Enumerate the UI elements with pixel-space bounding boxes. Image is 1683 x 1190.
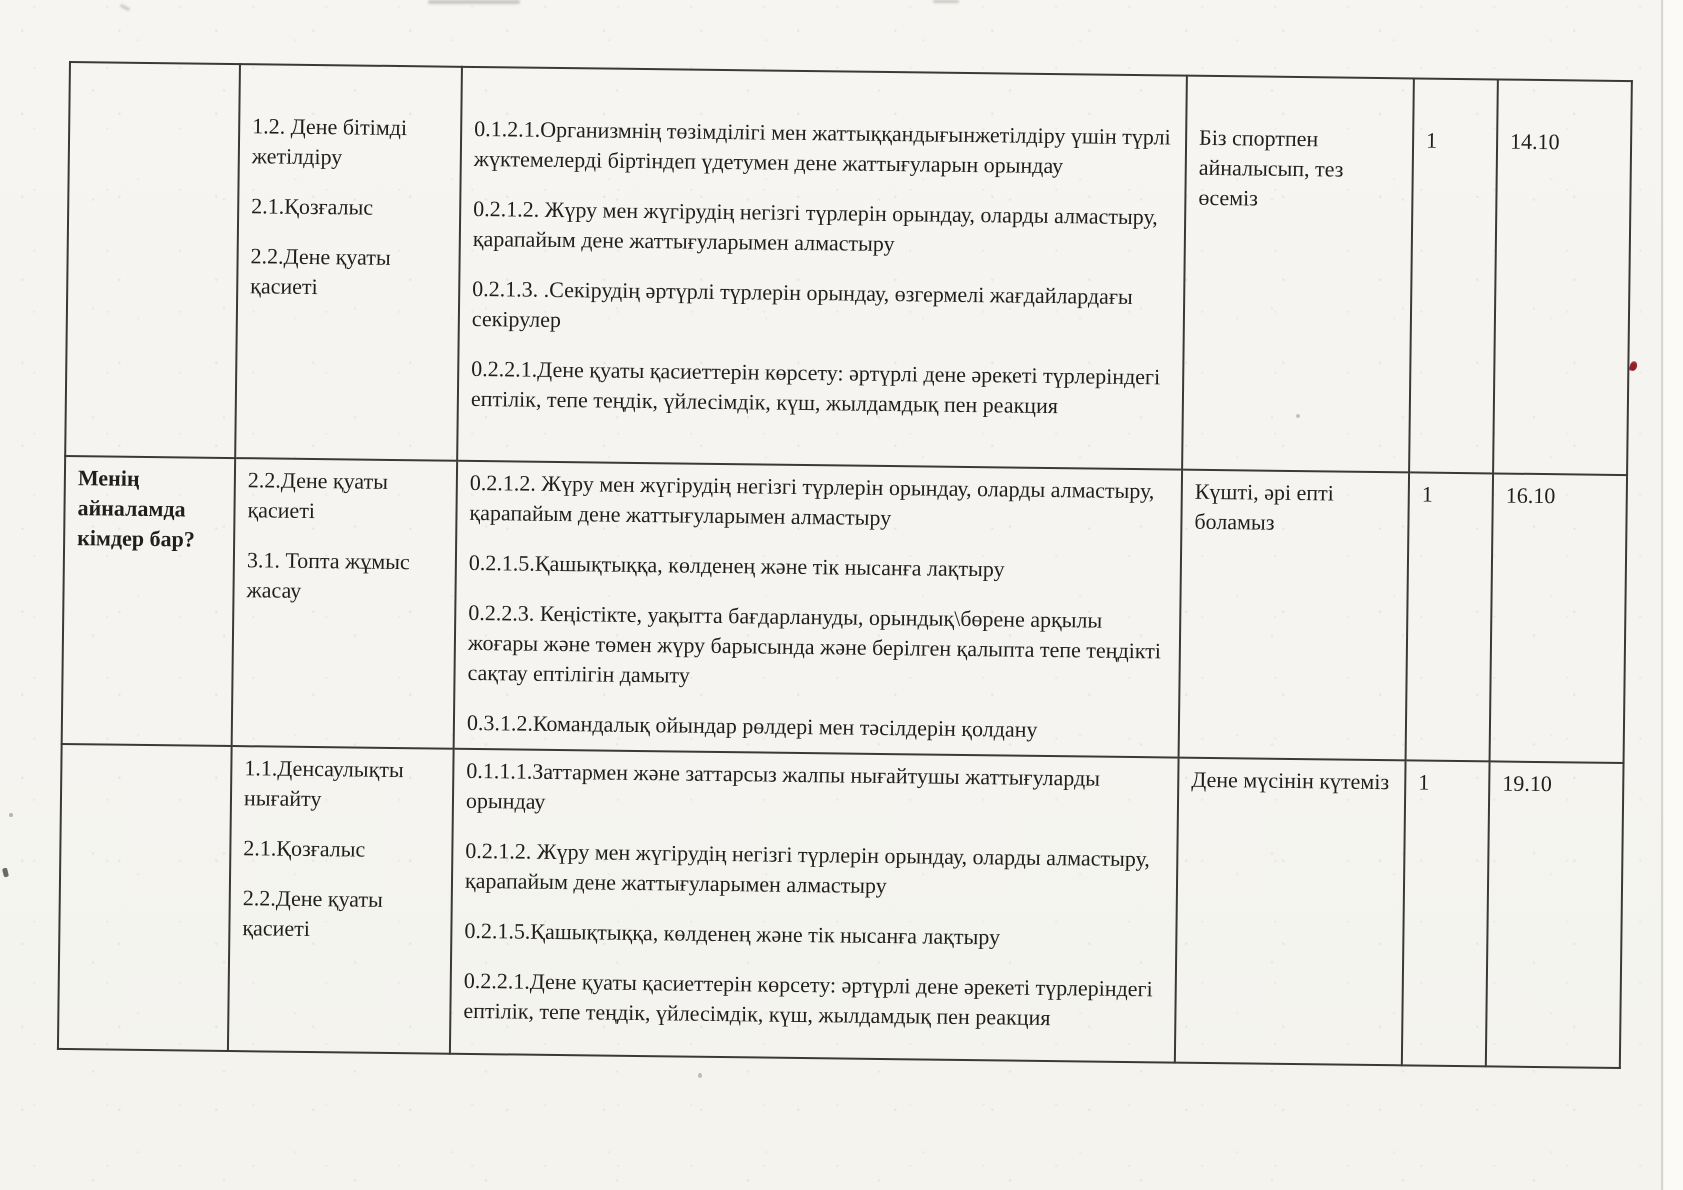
learning-objective-item: 0.3.1.2.Командалық ойындар рөлдері мен тәсілдерін қолдану — [466, 709, 1038, 742]
lesson-count-value: 1 — [1421, 481, 1433, 507]
expected-result-cell — [1175, 758, 1406, 1066]
objectives-cell — [232, 458, 458, 749]
lesson-count-value: 1 — [1418, 769, 1430, 795]
expected-result-text: Біз спортпен айналысып, тез өсеміз — [1198, 124, 1344, 211]
learning-objectives-cell — [450, 749, 1179, 1063]
scanner-edge-strip — [1664, 0, 1683, 1190]
date-cell — [1486, 761, 1624, 1068]
top-edge-smudge — [428, 0, 520, 4]
scanner-edge-line — [1661, 0, 1663, 1190]
objective-item: 2.1.Қозғалыс — [243, 835, 366, 862]
date-cell — [1490, 473, 1628, 763]
top-edge-smudge — [933, 0, 959, 3]
learning-objective-item: 0.2.2.1.Дене қуаты қасиеттерін көрсету: әртүрлі дене әрекеті түрлеріндегі ептілік, тепе теңдік, үйлесімдік, күш, жылдамдық пен реакция — [463, 967, 1153, 1031]
theme-cell — [62, 456, 236, 746]
expected-result-cell — [1182, 76, 1414, 473]
objective-item: 2.2.Дене қуаты қасиеті — [250, 243, 391, 300]
lesson-count-cell — [1402, 760, 1490, 1066]
theme-cell — [58, 744, 232, 1051]
expected-result-cell — [1179, 470, 1410, 761]
table-row — [62, 456, 1627, 763]
objective-item: 2.2.Дене қуаты қасиеті — [242, 885, 384, 942]
dust-speck — [9, 813, 13, 817]
dust-speck — [2, 868, 9, 878]
top-edge-smudge — [120, 4, 130, 11]
objective-item: 3.1. Топта жұмыс жасау — [246, 547, 410, 603]
objective-item: 1.2. Дене бітімді жетілдіру — [251, 113, 408, 170]
learning-objective-item: 0.2.1.2. Жүру мен жүгірудің негізгі түрлерін орындау, оларды алмастыру, қарапайым дене жаттығуларымен алмастыру — [469, 469, 1155, 531]
learning-objective-item: 0.2.2.1.Дене қуаты қасиеттерін көрсету: әртүрлі дене әрекеті түрлеріндегі ептілік, тепе теңдік, үйлесімдік, күш, жылдамдық пен реакция — [470, 355, 1161, 419]
theme-text — [82, 109, 230, 111]
objectives-cell — [235, 64, 462, 461]
objective-item: 2.2.Дене қуаты қасиеті — [247, 467, 389, 524]
learning-objective-item: 0.2.1.5.Қашықтыққа, көлденең және тік нысанға лақтыру — [464, 917, 1001, 950]
lesson-count-cell — [1409, 78, 1498, 473]
date-value: 14.10 — [1509, 128, 1560, 155]
date-value: 19.10 — [1502, 770, 1552, 797]
theme-text — [75, 751, 223, 753]
expected-result-text: Дене мүсінін күтеміз — [1191, 766, 1390, 795]
theme-text: Менің айналамда кімдер бар? — [77, 465, 195, 552]
lesson-count-value: 1 — [1425, 127, 1438, 153]
learning-objective-item: 0.2.2.3. Кеңістікте, уақытта бағдарлануды, орындық\бөрене арқылы жоғары және төмен жүру барысында және берілген қалыпта тепе теңдікті сақтау ептілігін дамыту — [467, 599, 1162, 688]
learning-objective-item: 0.2.1.2. Жүру мен жүгірудің негізгі түрлерін орындау, оларды алмастыру, қарапайым дене жаттығуларымен алмастыру — [472, 195, 1158, 257]
theme-cell — [65, 62, 240, 458]
learning-objective-item: 0.2.1.5.Қашықтыққа, көлденең және тік нысанға лақтыру — [468, 549, 1005, 582]
objective-item: 2.1.Қозғалыс — [251, 193, 374, 220]
objectives-cell — [228, 746, 454, 1054]
learning-objective-item: 0.2.1.3. .Секірудің әртүрлі түрлерін орындау, өзгермелі жағдайлардағы секірулер — [471, 275, 1133, 333]
scan-skew-wrapper — [57, 61, 1633, 1069]
dust-speck — [1296, 414, 1300, 418]
learning-objective-item: 0.1.2.1.Организмнің төзімділігі мен жаттыққандығынжетілдіру үшін түрлі жүктемелерді біртіндеп үдетумен дене жаттығуларын орындау — [473, 115, 1171, 179]
date-cell — [1493, 79, 1632, 475]
learning-objectives-cell — [454, 461, 1182, 758]
lesson-count-cell — [1406, 472, 1494, 761]
learning-objective-item: 0.1.1.1.Заттармен және заттарсыз жалпы нығайтушы жаттығуларды орындау — [465, 757, 1101, 814]
learning-objectives-cell — [457, 67, 1187, 470]
learning-objective-item: 0.2.1.2. Жүру мен жүгірудің негізгі түрлерін орындау, оларды алмастыру, қарапайым дене жаттығуларымен алмастыру — [464, 837, 1151, 899]
expected-result-text: Күшті, әрі епті боламыз — [1194, 478, 1334, 535]
dust-speck — [698, 1073, 702, 1078]
table-row — [58, 744, 1624, 1068]
date-value: 16.10 — [1505, 482, 1556, 509]
red-ink-speck — [1629, 360, 1638, 371]
objective-item: 1.1.Денсаулықты нығайту — [243, 755, 404, 812]
lesson-plan-table — [57, 61, 1633, 1069]
table-row — [65, 62, 1632, 475]
